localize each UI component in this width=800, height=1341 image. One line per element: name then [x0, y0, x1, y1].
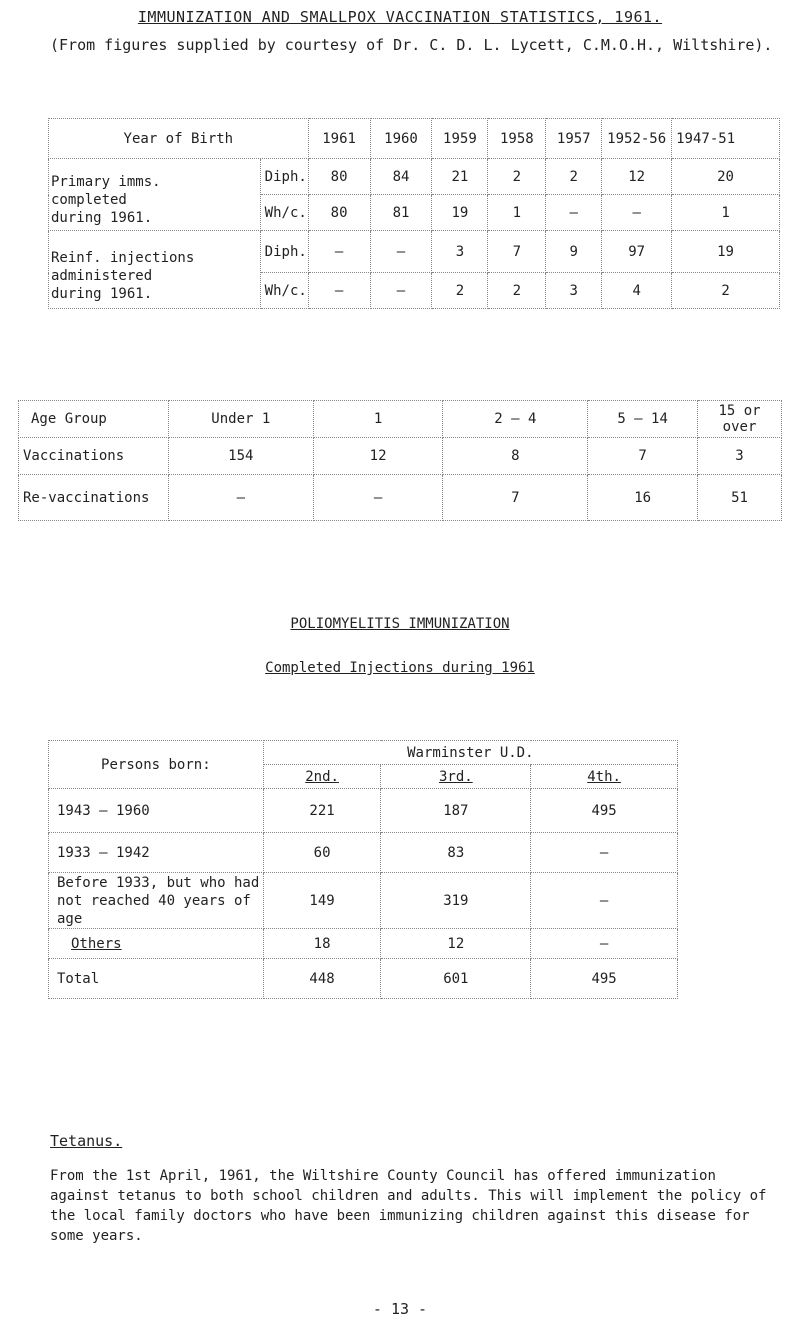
page-title: IMMUNIZATION AND SMALLPOX VACCINATION STATISTICS, 1961.	[137, 8, 663, 26]
imm-cell: –	[370, 231, 432, 273]
vacc-header: Under 1	[168, 401, 313, 438]
polio-title: POLIOMYELITIS IMMUNIZATION	[290, 616, 510, 632]
imm-corner: Year of Birth	[49, 119, 309, 159]
polio-cell: 601	[381, 959, 531, 999]
polio-cell: 149	[263, 873, 381, 929]
imm-type: Wh/c.	[260, 195, 308, 231]
imm-cell: 81	[370, 195, 432, 231]
imm-group-label-line: during 1961.	[51, 286, 153, 302]
imm-header-row	[49, 119, 780, 159]
imm-cell: 4	[602, 273, 672, 309]
vacc-cell: 154	[168, 438, 313, 475]
imm-cell: 21	[432, 159, 488, 195]
vacc-cell: 12	[313, 438, 443, 475]
imm-cell: 19	[432, 195, 488, 231]
imm-year: 1952-56	[602, 119, 672, 159]
polio-table	[48, 740, 678, 999]
table-row	[49, 959, 678, 999]
imm-cell: –	[546, 195, 602, 231]
vacc-cell: 7	[443, 475, 588, 521]
imm-year: 1960	[370, 119, 432, 159]
imm-cell: 1	[672, 195, 780, 231]
imm-cell: 80	[308, 159, 370, 195]
imm-cell: 12	[602, 159, 672, 195]
imm-cell: 84	[370, 159, 432, 195]
imm-year: 1961	[308, 119, 370, 159]
imm-group-label-line: Reinf. injections	[51, 250, 195, 266]
polio-cell: 187	[381, 789, 531, 833]
imm-type: Diph.	[260, 231, 308, 273]
imm-cell: –	[308, 273, 370, 309]
vacc-header-row	[19, 401, 782, 438]
imm-cell: 3	[432, 231, 488, 273]
polio-cell: 448	[263, 959, 381, 999]
vacc-cell: 51	[698, 475, 782, 521]
imm-group-label-line: during 1961.	[51, 210, 153, 226]
imm-cell: 2	[546, 159, 602, 195]
vacc-row-label: Re-vaccinations	[19, 475, 169, 521]
polio-column: 3rd.	[381, 765, 531, 789]
imm-cell: 1	[488, 195, 546, 231]
table-row	[19, 475, 782, 521]
polio-cell: –	[531, 929, 678, 959]
imm-type: Wh/c.	[260, 273, 308, 309]
polio-column: 2nd.	[263, 765, 381, 789]
vaccination-table	[18, 400, 782, 521]
polio-cell: 319	[381, 873, 531, 929]
page-subtitle: (From figures supplied by courtesy of Dr. C. D. L. Lycett, C.M.O.H., Wiltshire).	[50, 36, 773, 54]
polio-cell: 18	[263, 929, 381, 959]
polio-cell: 495	[531, 789, 678, 833]
polio-cell: 60	[263, 833, 381, 873]
table-row	[49, 789, 678, 833]
imm-cell: 19	[672, 231, 780, 273]
imm-type: Diph.	[260, 159, 308, 195]
imm-cell: 9	[546, 231, 602, 273]
polio-cell: 221	[263, 789, 381, 833]
vacc-header: 5 – 14	[588, 401, 698, 438]
polio-column: 4th.	[531, 765, 678, 789]
page-number: - 13 -	[372, 1300, 428, 1318]
polio-cell: –	[531, 833, 678, 873]
vacc-corner: Age Group	[19, 401, 169, 438]
imm-group-label-line: administered	[51, 268, 153, 284]
polio-row-label: Others	[49, 929, 264, 959]
polio-cell: 83	[381, 833, 531, 873]
polio-subtitle: Completed Injections during 1961	[265, 660, 535, 676]
imm-group-label	[49, 159, 261, 231]
imm-cell: –	[308, 231, 370, 273]
polio-row-label: Before 1933, but who had not reached 40 years of age	[49, 873, 264, 929]
polio-header-row	[49, 741, 678, 765]
tetanus-paragraph: From the 1st April, 1961, the Wiltshire County Council has offered immunization against tetanus to both school children and adults. This will implement the policy of the local family doctors who have been immunizing children against this disease for some years.	[50, 1168, 767, 1244]
polio-row-label: Total	[49, 959, 264, 999]
polio-cell: 12	[381, 929, 531, 959]
imm-cell: –	[370, 273, 432, 309]
polio-corner: Persons born:	[49, 741, 264, 789]
vacc-cell: 16	[588, 475, 698, 521]
imm-cell: 2	[488, 159, 546, 195]
imm-cell: –	[602, 195, 672, 231]
vacc-header: 1	[313, 401, 443, 438]
imm-cell: 7	[488, 231, 546, 273]
imm-cell: 20	[672, 159, 780, 195]
imm-cell: 80	[308, 195, 370, 231]
polio-cell: –	[531, 873, 678, 929]
vacc-cell: 7	[588, 438, 698, 475]
table-row	[49, 833, 678, 873]
vacc-cell: –	[313, 475, 443, 521]
vacc-header: 15 or over	[698, 401, 782, 438]
imm-cell: 2	[432, 273, 488, 309]
table-row	[19, 438, 782, 475]
imm-year: 1959	[432, 119, 488, 159]
imm-cell: 3	[546, 273, 602, 309]
polio-row-label: 1933 – 1942	[49, 833, 264, 873]
imm-group-label-line: completed	[51, 192, 127, 208]
vacc-cell: 3	[698, 438, 782, 475]
polio-group-header: Warminster U.D.	[263, 741, 677, 765]
imm-cell: 2	[672, 273, 780, 309]
table-row	[49, 159, 780, 195]
imm-year: 1947-51	[672, 119, 780, 159]
vacc-cell: –	[168, 475, 313, 521]
table-row	[49, 231, 780, 273]
polio-row-label: 1943 – 1960	[49, 789, 264, 833]
imm-cell: 2	[488, 273, 546, 309]
immunization-table	[48, 118, 780, 309]
vacc-header: 2 – 4	[443, 401, 588, 438]
vacc-row-label: Vaccinations	[19, 438, 169, 475]
polio-cell: 495	[531, 959, 678, 999]
imm-cell: 97	[602, 231, 672, 273]
imm-year: 1958	[488, 119, 546, 159]
table-row	[49, 873, 678, 929]
tetanus-heading: Tetanus.	[50, 1132, 123, 1150]
table-row	[49, 929, 678, 959]
imm-group-label-line: Primary imms.	[51, 174, 161, 190]
imm-year: 1957	[546, 119, 602, 159]
imm-group-label	[49, 231, 261, 309]
vacc-cell: 8	[443, 438, 588, 475]
